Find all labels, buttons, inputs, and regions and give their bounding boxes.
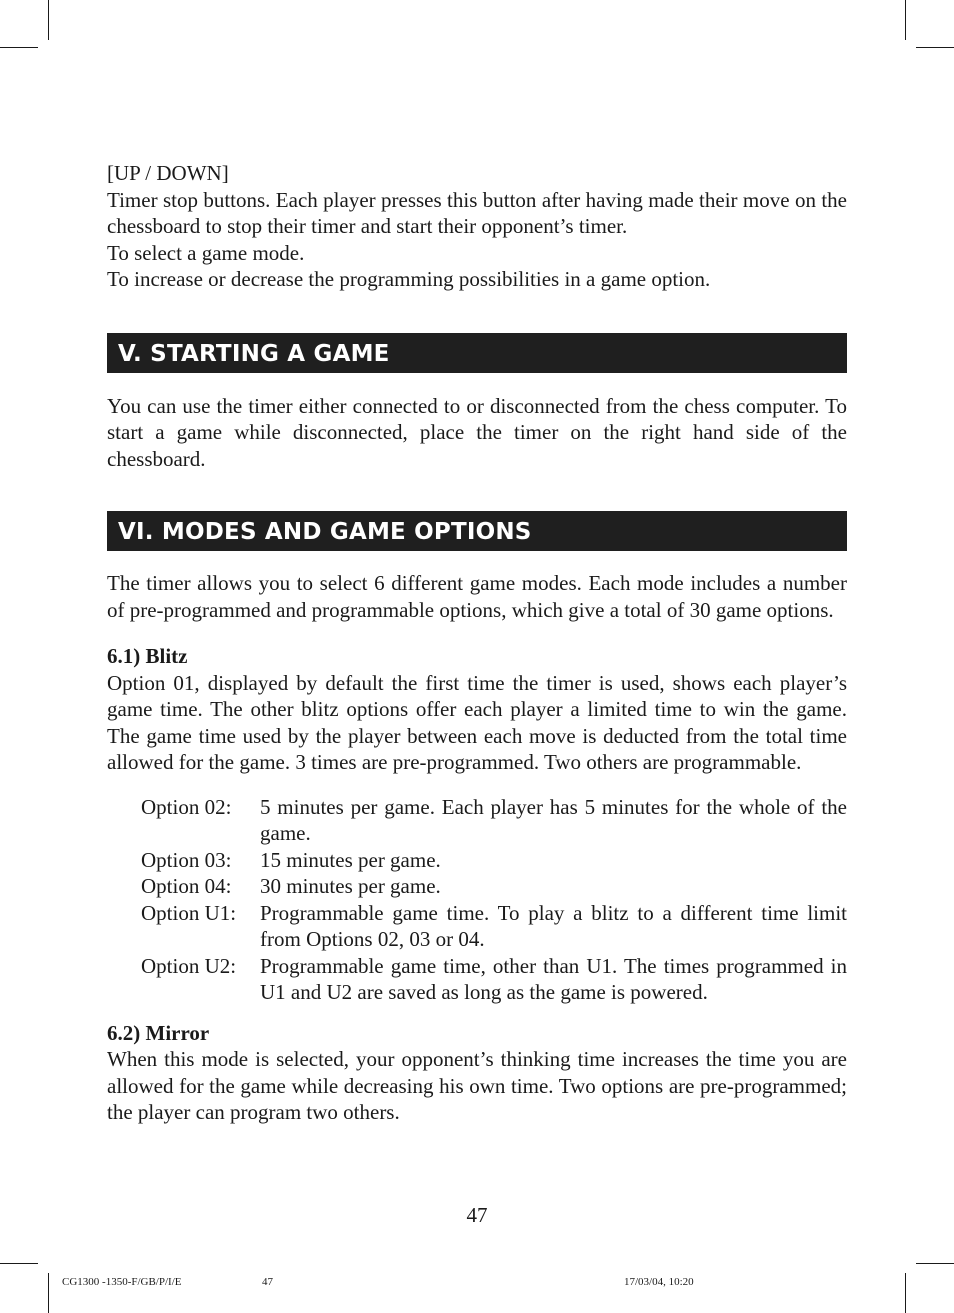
subsection-title-blitz: 6.1) Blitz — [107, 644, 188, 668]
option-label: Option 04: — [141, 874, 232, 898]
intro-line: Timer stop buttons. Each player presses this button after having made their move on the chessboard to stop their timer and start their opponent’s timer. — [107, 187, 847, 238]
section-heading-modes: VI. MODES AND GAME OPTIONS — [107, 511, 847, 551]
keys-label: [UP / DOWN] — [107, 161, 229, 185]
crop-mark — [48, 1273, 49, 1313]
option-label: Option U2: — [141, 953, 237, 978]
intro-line: To increase or decrease the programming possibilities in a game option. — [107, 267, 711, 291]
section-heading-starting-game: V. STARTING A GAME — [107, 333, 847, 373]
page-content — [107, 160, 847, 1126]
page-number: 47 — [466, 1203, 488, 1227]
section-body: The timer allows you to select 6 different game modes. Each mode includes a number of pre-programmed and programmable options, which give a total of 30 game options. — [107, 571, 847, 622]
footer-file-id: CG1300 -1350-F/GB/P/I/E — [62, 1276, 182, 1288]
crop-mark — [916, 1263, 954, 1264]
option-text: Programmable game time, other than U1. The times programmed in U1 and U2 are saved as long as the game is powered. — [260, 953, 847, 1004]
option-item — [141, 953, 847, 1006]
option-item — [141, 900, 847, 953]
crop-mark — [0, 1263, 38, 1264]
option-label: Option 02: — [141, 794, 232, 819]
subsection-body: Option 01, displayed by default the first time the timer is used, shows each player’s game time. The other blitz options offer each player a limited time to win the game. The game time used by the player between each move is deducted from the total time allowed for the game. 3 times are pre-programmed. Two others are programmable. — [107, 670, 847, 774]
section-body: You can use the timer either connected to or disconnected from the chess computer. To start a game while disconnected, place the timer on the right hand side of the chessboard. — [107, 393, 847, 471]
crop-mark — [916, 47, 954, 48]
option-text: 5 minutes per game. Each player has 5 minutes for the whole of the game. — [260, 794, 847, 845]
subsection-body: When this mode is selected, your opponent’s thinking time increases the time you are allowed for the game while decreasing his own time. Two options are pre-programmed; the player can program two others. — [107, 1047, 847, 1124]
crop-mark — [48, 0, 49, 40]
option-text: 30 minutes per game. — [260, 874, 441, 898]
options-list — [141, 794, 847, 1006]
option-item — [141, 847, 847, 874]
option-text: Programmable game time. To play a blitz to a different time limit from Options 02, 03 or 04. — [260, 900, 847, 951]
crop-mark — [905, 1273, 906, 1313]
intro-line: To select a game mode. — [107, 240, 305, 265]
crop-mark — [0, 47, 38, 48]
footer-page: 47 — [262, 1276, 273, 1288]
option-label: Option U1: — [141, 900, 237, 925]
crop-mark — [905, 0, 906, 40]
subsection-title-mirror: 6.2) Mirror — [107, 1020, 210, 1045]
option-item — [141, 873, 847, 900]
footer-timestamp: 17/03/04, 10:20 — [624, 1276, 694, 1288]
option-item — [141, 794, 847, 847]
option-label: Option 03: — [141, 847, 232, 872]
option-text: 15 minutes per game. — [260, 847, 441, 872]
